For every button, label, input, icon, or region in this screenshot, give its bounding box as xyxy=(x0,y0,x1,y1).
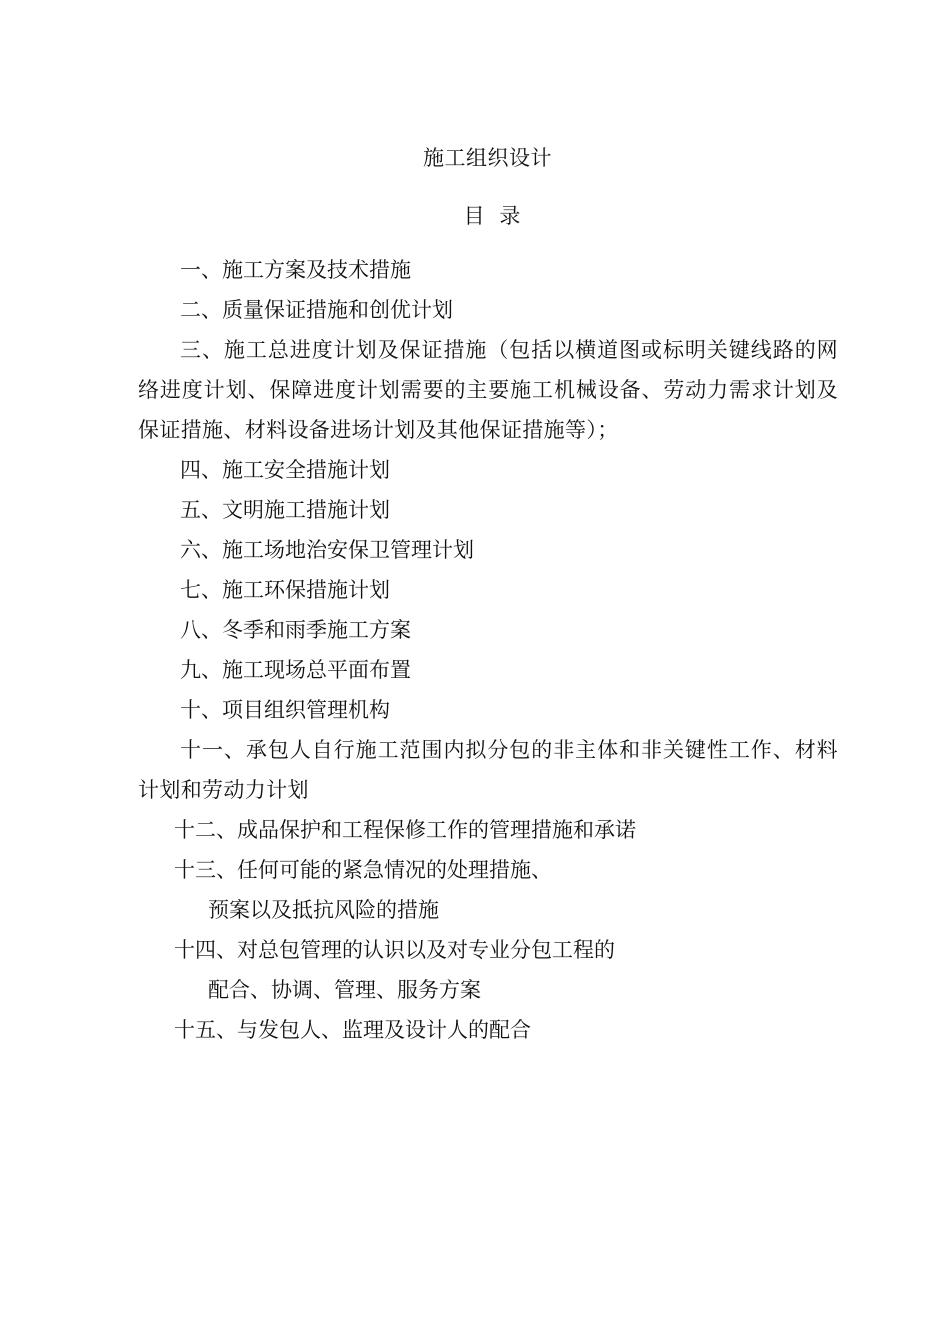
toc-item: 三、施工总进度计划及保证措施（包括以横道图或标明关键线路的网络进度计划、保障进度计划需要的主要施工机械设备、劳动力需求计划及保证措施、材料设备进场计划及其他保证措施等）； xyxy=(138,338,838,442)
toc-item: 二、质量保证措施和创优计划 xyxy=(180,298,453,322)
toc-heading: 目 录 xyxy=(463,204,521,228)
document-title: 施工组织设计 xyxy=(423,146,552,170)
toc-item: 十一、承包人自行施工范围内拟分包的非主体和非关键性工作、材料计划和劳动力计划 xyxy=(138,738,838,802)
toc-list xyxy=(138,250,838,1050)
toc-item: 十、项目组织管理机构 xyxy=(180,698,390,722)
toc-item: 十二、成品保护和工程保修工作的管理措施和承诺 xyxy=(174,818,636,842)
toc-item: 八、冬季和雨季施工方案 xyxy=(180,618,411,642)
toc-item-continuation: 预案以及抵抗风险的措施 xyxy=(208,898,439,922)
toc-item: 十三、任何可能的紧急情况的处理措施、 xyxy=(174,858,552,882)
toc-item: 四、施工安全措施计划 xyxy=(180,458,390,482)
toc-item: 五、文明施工措施计划 xyxy=(180,498,390,522)
toc-item: 十五、与发包人、监理及设计人的配合 xyxy=(174,1018,531,1042)
toc-item: 六、施工场地治安保卫管理计划 xyxy=(180,538,474,562)
toc-item: 一、施工方案及技术措施 xyxy=(180,258,411,282)
toc-item-continuation: 配合、协调、管理、服务方案 xyxy=(208,978,481,1002)
toc-item: 七、施工环保措施计划 xyxy=(180,578,390,602)
toc-item: 九、施工现场总平面布置 xyxy=(180,658,411,682)
toc-item: 十四、对总包管理的认识以及对专业分包工程的 xyxy=(174,938,615,962)
